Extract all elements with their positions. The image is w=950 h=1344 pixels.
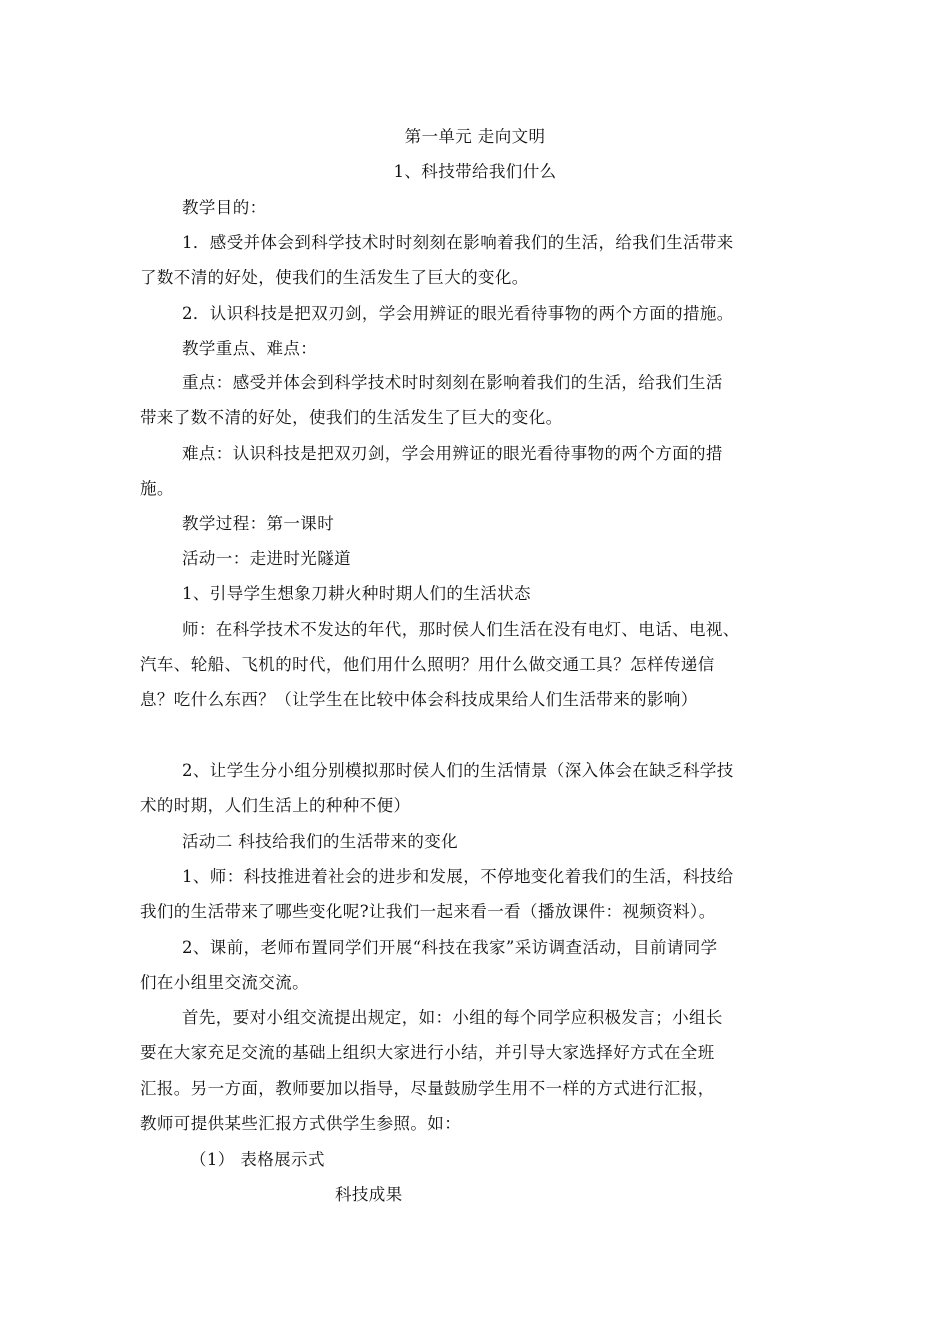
paragraph-line: 了数不清的好处，使我们的生活发生了巨大的变化。 xyxy=(140,268,529,287)
paragraph-line: 重点：感受并体会到科学技术时时刻刻在影响着我们的生活，给我们生活 xyxy=(182,373,723,392)
paragraph-line: 汇报。另一方面，教师要加以指导，尽量鼓励学生用不一样的方式进行汇报， xyxy=(140,1079,715,1098)
paragraph-line: 2、课前，老师布置同学们开展“科技在我家”采访调查活动，目前请同学 xyxy=(182,938,718,957)
paragraph-line: 1、师：科技推进着社会的进步和发展，不停地变化着我们的生活，科技给 xyxy=(182,867,734,886)
paragraph-line: 教师可提供某些汇报方式供学生参照。如： xyxy=(140,1114,462,1133)
paragraph-line: 汽车、轮船、飞机的时代，他们用什么照明？用什么做交通工具？怎样传递信 xyxy=(140,655,715,674)
paragraph-line: 2、让学生分小组分别模拟那时侯人们的生活情景（深入体会在缺乏科学技 xyxy=(182,761,734,780)
paragraph-line: 首先，要对小组交流提出规定，如：小组的每个同学应积极发言；小组长 xyxy=(182,1008,723,1027)
activity-heading: 活动二 科技给我们的生活带来的变化 xyxy=(182,832,459,851)
paragraph-line: 我们的生活带来了哪些变化呢?让我们一起来看一看（播放课件：视频资料）。 xyxy=(140,902,716,921)
paragraph-line: 要在大家充足交流的基础上组织大家进行小结，并引导大家选择好方式在全班 xyxy=(140,1043,715,1062)
paragraph-line: 息？吃什么东西？（让学生在比较中体会科技成果给人们生活带来的影响） xyxy=(140,690,698,709)
paragraph-line: 1．感受并体会到科学技术时时刻刻在影响着我们的生活，给我们生活带来 xyxy=(182,233,734,252)
paragraph-line: 1、引导学生想象刀耕火种时期人们的生活状态 xyxy=(182,584,531,603)
paragraph-line: 难点：认识科技是把双刃剑，学会用辨证的眼光看待事物的两个方面的措 xyxy=(182,444,723,463)
lesson-title: 1、科技带给我们什么 xyxy=(393,162,557,181)
paragraph-line: 2．认识科技是把双刃剑，学会用辨证的眼光看待事物的两个方面的措施。 xyxy=(182,304,734,323)
paragraph-line: 施。 xyxy=(140,479,174,498)
unit-title: 第一单元 走向文明 xyxy=(404,127,546,146)
section-heading: 教学目的： xyxy=(182,198,267,217)
paragraph-line: 带来了数不清的好处，使我们的生活发生了巨大的变化。 xyxy=(140,408,563,427)
paragraph-line: 们在小组里交流交流。 xyxy=(140,973,309,992)
paragraph-line: 术的时期，人们生活上的种种不便） xyxy=(140,796,411,815)
list-item: （1） 表格展示式 xyxy=(190,1150,325,1169)
section-heading: 教学过程：第一课时 xyxy=(182,514,335,533)
section-heading: 教学重点、难点： xyxy=(182,339,318,358)
activity-heading: 活动一：走进时光隧道 xyxy=(182,549,351,568)
paragraph-line: 师：在科学技术不发达的年代，那时侯人们生活在没有电灯、电话、电视、 xyxy=(182,620,740,639)
table-caption: 科技成果 xyxy=(335,1185,403,1204)
